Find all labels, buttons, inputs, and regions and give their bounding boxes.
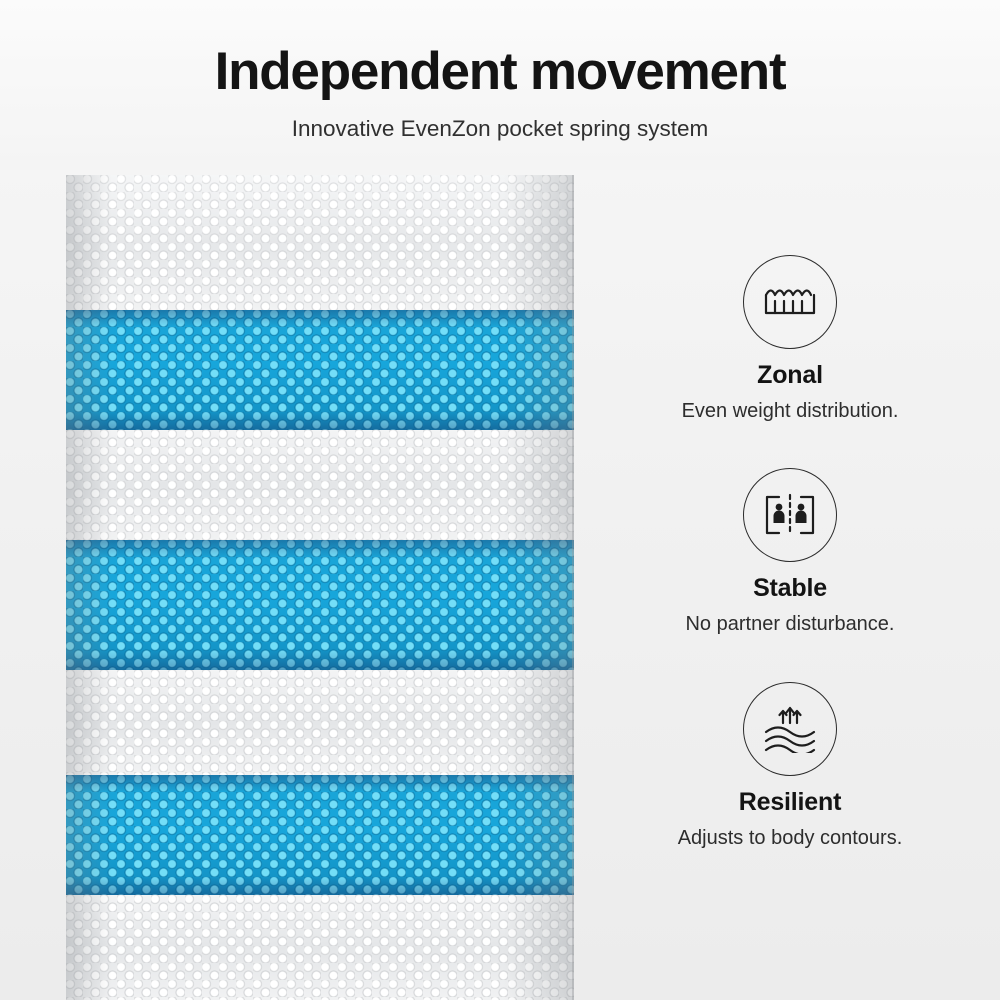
coil-band-blue — [66, 775, 574, 895]
coil-bands — [66, 175, 574, 1000]
feature-list — [625, 255, 955, 851]
coil-band-white — [66, 670, 574, 775]
feature-title: Stable — [753, 574, 827, 603]
feature-item-zonal — [640, 255, 940, 424]
feature-title: Zonal — [757, 361, 823, 389]
feature-title: Resilient — [738, 787, 842, 816]
resilient-body-contour-icon — [743, 682, 837, 776]
page-subtitle: Innovative EvenZon pocket spring system — [291, 115, 709, 141]
pocket-spring-photo — [66, 175, 574, 1000]
feature-description: No partner disturbance. — [685, 613, 895, 636]
feature-description: Adjusts to body contours. — [677, 826, 903, 849]
coil-band-white — [66, 895, 574, 1000]
coil-band-white — [66, 175, 574, 310]
feature-description: Even weight distribution. — [681, 400, 899, 422]
stable-no-partner-disturbance-icon — [743, 468, 837, 562]
coil-band-blue — [66, 310, 574, 430]
page-header — [0, 0, 1000, 170]
feature-item-resilient — [640, 682, 940, 851]
coil-band-blue — [66, 540, 574, 670]
page-title: Independent movement — [214, 42, 786, 101]
feature-item-stable — [640, 468, 940, 637]
coil-band-white — [66, 430, 574, 540]
zonal-weight-distribution-icon — [743, 255, 837, 349]
